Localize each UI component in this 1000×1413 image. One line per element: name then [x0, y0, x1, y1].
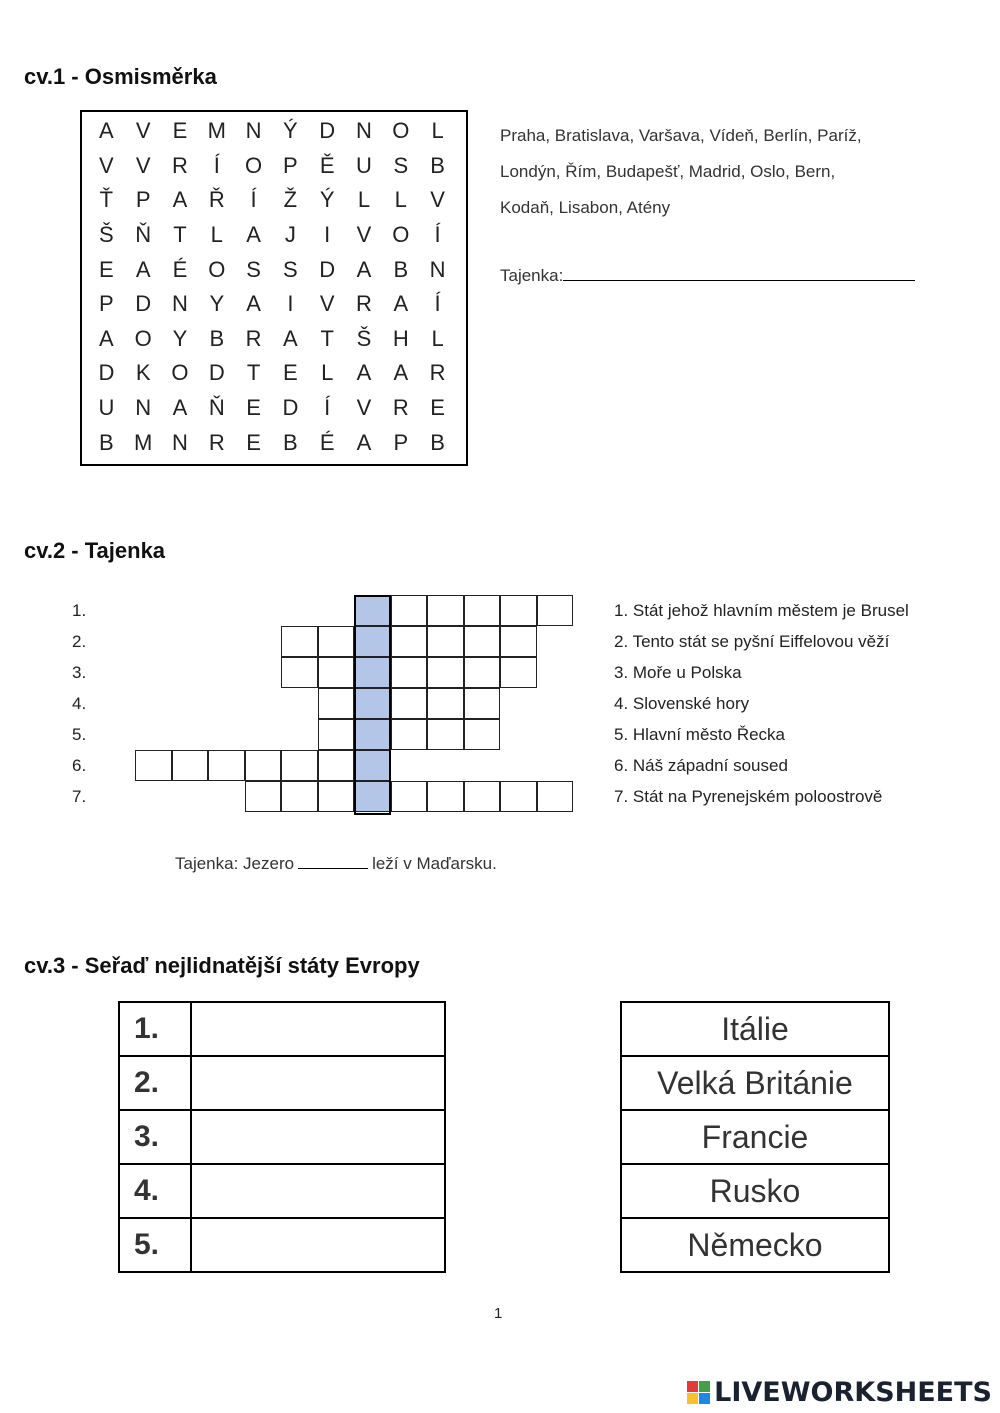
- rank-number: 3.: [119, 1110, 191, 1164]
- crossword-clue: 1. Stát jehož hlavním městem je Brusel: [614, 601, 909, 620]
- rank-number: 5.: [119, 1218, 191, 1272]
- word-list: [500, 118, 970, 226]
- rank-answer-cell[interactable]: [191, 1110, 445, 1164]
- word-search-letter[interactable]: B: [283, 429, 298, 455]
- crossword-cell[interactable]: [245, 781, 282, 812]
- word-search-letter[interactable]: A: [356, 360, 372, 386]
- word-search-letter[interactable]: A: [99, 325, 114, 351]
- crossword-cell[interactable]: [281, 781, 318, 812]
- crossword-cell[interactable]: [464, 626, 501, 657]
- word-search-letter[interactable]: N: [356, 118, 372, 144]
- rank-answer-cell[interactable]: [191, 1218, 445, 1272]
- word-search-letter[interactable]: O: [245, 152, 263, 178]
- word-search-letter[interactable]: V: [135, 152, 151, 178]
- word-search-letter[interactable]: L: [431, 118, 444, 144]
- rank-number: 1.: [119, 1002, 191, 1056]
- liveworksheets-logo: [687, 1377, 992, 1408]
- crossword-row-number: 3.: [72, 663, 87, 682]
- word-search-letter[interactable]: Ý: [283, 118, 298, 144]
- crossword-cell[interactable]: [318, 657, 355, 688]
- word-search-letter[interactable]: D: [319, 256, 336, 282]
- exercise1-title: cv.1 - Osmisměrka: [24, 64, 217, 89]
- exercise2-title: cv.2 - Tajenka: [24, 538, 166, 563]
- word-search-letter[interactable]: E: [246, 429, 261, 455]
- word-search-letter[interactable]: Í: [324, 395, 331, 421]
- word-search-letter[interactable]: A: [356, 256, 372, 282]
- crossword-solution-cell[interactable]: [354, 750, 391, 781]
- crossword-cell[interactable]: [427, 719, 464, 750]
- crossword-cell[interactable]: [500, 781, 537, 812]
- word-search-letter[interactable]: K: [135, 360, 151, 386]
- crossword-cell[interactable]: [318, 626, 355, 657]
- logo-square: [699, 1393, 710, 1404]
- word-search-letter[interactable]: Í: [213, 152, 220, 178]
- word-search-letter[interactable]: A: [246, 291, 261, 317]
- crossword-cell[interactable]: [391, 781, 428, 812]
- word-search-letter[interactable]: S: [393, 152, 409, 178]
- rank-answer-cell[interactable]: [191, 1164, 445, 1218]
- solution-answer-line[interactable]: [563, 262, 915, 281]
- crossword-cell[interactable]: [318, 750, 355, 781]
- word-search-letter[interactable]: N: [172, 429, 188, 455]
- word-search-letter[interactable]: Ň: [208, 395, 225, 421]
- crossword-row-number: 4.: [72, 694, 87, 713]
- crossword-cell[interactable]: [464, 781, 501, 812]
- crossword-cell[interactable]: [172, 750, 209, 781]
- crossword-row-number: 1.: [72, 601, 87, 620]
- word-search-letter[interactable]: D: [319, 118, 336, 144]
- country-option[interactable]: Itálie: [621, 1002, 889, 1056]
- crossword-solution-cell[interactable]: [354, 719, 391, 750]
- crossword-row-number: 2.: [72, 632, 87, 651]
- word-search-letter[interactable]: R: [172, 152, 188, 178]
- word-search-letter[interactable]: B: [430, 152, 445, 178]
- word-search-letter[interactable]: Š: [356, 325, 372, 351]
- word-search-letter[interactable]: Y: [172, 325, 188, 351]
- crossword-cell[interactable]: [464, 595, 501, 626]
- word-search-letter[interactable]: U: [356, 152, 372, 178]
- crossword-cell[interactable]: [391, 688, 428, 719]
- word-search-letter[interactable]: U: [98, 395, 115, 421]
- word-search-letter[interactable]: A: [99, 118, 114, 144]
- crossword-row-number: 7.: [72, 787, 87, 806]
- crossword-cell[interactable]: [245, 750, 282, 781]
- table-row: [119, 1002, 445, 1056]
- crossword-cell[interactable]: [537, 781, 574, 812]
- crossword-cell[interactable]: [427, 595, 464, 626]
- word-search-letter[interactable]: A: [135, 256, 151, 282]
- crossword-cell[interactable]: [281, 626, 318, 657]
- crossword-solution-cell[interactable]: [354, 626, 391, 657]
- word-search-letter[interactable]: D: [98, 360, 115, 386]
- rank-number: 2.: [119, 1056, 191, 1110]
- country-options-table: [620, 1001, 890, 1273]
- word-search-letter[interactable]: V: [319, 291, 335, 317]
- crossword-cell[interactable]: [135, 750, 172, 781]
- word-search-letter[interactable]: A: [356, 429, 372, 455]
- word-search-letter[interactable]: Í: [250, 187, 257, 213]
- crossword-solution-cell[interactable]: [354, 595, 391, 626]
- word-search-letter[interactable]: M: [134, 429, 153, 455]
- word-search-letter[interactable]: S: [246, 256, 261, 282]
- word-search-letter[interactable]: R: [392, 395, 409, 421]
- country-option[interactable]: Velká Británie: [621, 1056, 889, 1110]
- word-search-letter[interactable]: Ť: [99, 187, 114, 213]
- word-search-letter[interactable]: L: [394, 187, 407, 213]
- solution-label: Tajenka:: [500, 266, 564, 285]
- crossword-clue: 6. Náš západní soused: [614, 756, 788, 775]
- rank-number: 4.: [119, 1164, 191, 1218]
- crossword-cell[interactable]: [537, 595, 574, 626]
- word-search-letter[interactable]: P: [99, 291, 114, 317]
- crossword-cell[interactable]: [500, 657, 537, 688]
- crossword-clue: 5. Hlavní město Řecka: [614, 725, 786, 744]
- word-search-letter[interactable]: B: [99, 429, 114, 455]
- logo-square: [687, 1393, 698, 1404]
- word-search-letter[interactable]: Ž: [283, 187, 298, 213]
- table-row: [621, 1056, 889, 1110]
- country-option[interactable]: Francie: [621, 1110, 889, 1164]
- word-search-letter[interactable]: D: [208, 360, 225, 386]
- word-search-letter[interactable]: J: [284, 222, 296, 248]
- word-search-letter[interactable]: Ý: [319, 187, 335, 213]
- word-search-letter[interactable]: E: [99, 256, 114, 282]
- crossword-cell[interactable]: [464, 688, 501, 719]
- crossword-solution-cell[interactable]: [354, 781, 391, 812]
- word-search-grid: [80, 110, 468, 466]
- word-search-letter[interactable]: R: [245, 325, 262, 351]
- logo-square: [699, 1381, 710, 1392]
- word-list-line: Praha, Bratislava, Varšava, Vídeň, Berlín, Paríž,: [500, 126, 862, 145]
- table-row: [621, 1218, 889, 1272]
- word-search-letter[interactable]: P: [135, 187, 151, 213]
- word-search-letter[interactable]: L: [431, 325, 444, 351]
- exercise1-solution: [500, 262, 915, 286]
- word-list-line: Londýn, Řím, Budapešť, Madrid, Oslo, Bern,: [500, 162, 836, 181]
- crossword-row-number: 5.: [72, 725, 87, 744]
- ranking-answer-table: [118, 1001, 446, 1273]
- word-search-letter[interactable]: A: [393, 360, 409, 386]
- word-search-letter[interactable]: R: [429, 360, 446, 386]
- word-search-letter[interactable]: V: [356, 395, 372, 421]
- word-search-letter[interactable]: A: [283, 325, 298, 351]
- word-search-letter[interactable]: I: [287, 291, 294, 317]
- word-search-letter[interactable]: A: [172, 187, 188, 213]
- word-search-letter[interactable]: R: [356, 291, 372, 317]
- country-option[interactable]: Rusko: [621, 1164, 889, 1218]
- crossword-cell[interactable]: [318, 719, 355, 750]
- word-search-letter[interactable]: O: [208, 256, 226, 282]
- word-search-letter[interactable]: E: [430, 395, 445, 421]
- crossword-cell[interactable]: [427, 688, 464, 719]
- word-search-letter[interactable]: A: [246, 222, 261, 248]
- logo-text: LIVEWORKSHEETS: [714, 1377, 992, 1408]
- word-search-letter[interactable]: A: [393, 291, 409, 317]
- word-search-letter[interactable]: Ř: [208, 187, 225, 213]
- exercise2-solution: [175, 852, 497, 874]
- word-search-letter[interactable]: T: [320, 325, 334, 351]
- word-search-letter[interactable]: É: [319, 429, 335, 455]
- crossword-cell[interactable]: [500, 626, 537, 657]
- crossword-cell[interactable]: [281, 657, 318, 688]
- word-search-letter[interactable]: D: [282, 395, 299, 421]
- logo-icon: [687, 1381, 710, 1404]
- table-row: [621, 1002, 889, 1056]
- crossword-cell[interactable]: [318, 688, 355, 719]
- word-search-letter[interactable]: D: [135, 291, 152, 317]
- word-search-letter[interactable]: N: [172, 291, 188, 317]
- word-search-letter[interactable]: É: [172, 256, 188, 282]
- word-search-letter[interactable]: V: [135, 118, 151, 144]
- crossword-row-number: 6.: [72, 756, 87, 775]
- crossword-cell[interactable]: [391, 657, 428, 688]
- word-search-letter[interactable]: V: [430, 187, 445, 213]
- word-search-letter[interactable]: O: [171, 360, 189, 386]
- page-number: 1: [494, 1305, 503, 1322]
- word-search-letter[interactable]: Í: [434, 222, 441, 248]
- country-option[interactable]: Německo: [621, 1218, 889, 1272]
- word-search-letter[interactable]: Í: [434, 291, 441, 317]
- word-search-letter[interactable]: L: [321, 360, 334, 386]
- crossword-cell[interactable]: [391, 719, 428, 750]
- crossword-cell[interactable]: [464, 657, 501, 688]
- word-search-letter[interactable]: A: [172, 395, 188, 421]
- word-search-letter[interactable]: I: [324, 222, 331, 248]
- word-search-letter[interactable]: B: [393, 256, 409, 282]
- word-list-line: Kodaň, Lisabon, Atény: [500, 198, 671, 217]
- crossword-solution-cell[interactable]: [354, 688, 391, 719]
- word-search-letter[interactable]: O: [392, 222, 410, 248]
- crossword-clue: 7. Stát na Pyrenejském poloostrově: [614, 787, 883, 806]
- rank-answer-cell[interactable]: [191, 1056, 445, 1110]
- table-row: [119, 1056, 445, 1110]
- word-search-letter[interactable]: Š: [99, 222, 114, 248]
- crossword-cell[interactable]: [427, 781, 464, 812]
- table-row: [621, 1110, 889, 1164]
- word-search-letter[interactable]: S: [283, 256, 298, 282]
- word-search-letter[interactable]: P: [283, 152, 298, 178]
- solution-text-before: Tajenka: Jezero: [175, 854, 295, 873]
- crossword-clue: 4. Slovenské hory: [614, 694, 750, 713]
- word-search-letter[interactable]: E: [283, 360, 298, 386]
- crossword-cell[interactable]: [281, 750, 318, 781]
- crossword-cell[interactable]: [500, 595, 537, 626]
- crossword-cell[interactable]: [208, 750, 245, 781]
- word-search-letter[interactable]: R: [208, 429, 225, 455]
- crossword-cell[interactable]: [427, 626, 464, 657]
- word-search-letter[interactable]: O: [134, 325, 152, 351]
- logo-square: [687, 1381, 698, 1392]
- word-search-letter[interactable]: N: [135, 395, 152, 421]
- crossword-solution-cell[interactable]: [354, 657, 391, 688]
- crossword-clue: 3. Moře u Polska: [614, 663, 742, 682]
- exercise3-title: cv.3 - Seřaď nejlidnatější státy Evropy: [24, 953, 420, 978]
- word-search-letter[interactable]: N: [245, 118, 262, 144]
- crossword-cell[interactable]: [391, 595, 428, 626]
- word-search-letter[interactable]: V: [99, 152, 114, 178]
- crossword-clue: 2. Tento stát se pyšní Eiffelovou věží: [614, 632, 890, 651]
- word-search-letter[interactable]: T: [173, 222, 187, 248]
- word-search-letter[interactable]: N: [429, 256, 446, 282]
- crossword-cell[interactable]: [427, 657, 464, 688]
- table-row: [621, 1164, 889, 1218]
- table-row: [119, 1164, 445, 1218]
- word-search-letter[interactable]: O: [392, 118, 410, 144]
- word-search-letter[interactable]: E: [172, 118, 188, 144]
- crossword-cell[interactable]: [391, 626, 428, 657]
- word-search-letter[interactable]: E: [246, 395, 261, 421]
- word-search-letter[interactable]: L: [357, 187, 371, 213]
- crossword-cell[interactable]: [464, 719, 501, 750]
- crossword-cell[interactable]: [318, 781, 355, 812]
- solution-answer-line[interactable]: [298, 852, 368, 869]
- table-row: [119, 1110, 445, 1164]
- word-search-letter[interactable]: V: [356, 222, 372, 248]
- word-search-letter[interactable]: M: [207, 118, 226, 144]
- word-search-letter[interactable]: Ě: [319, 152, 335, 178]
- word-search-letter[interactable]: B: [209, 325, 225, 351]
- solution-text-after: leží v Maďarsku.: [372, 854, 497, 873]
- word-search-letter[interactable]: H: [392, 325, 409, 351]
- word-search-letter[interactable]: P: [393, 429, 409, 455]
- word-search-letter[interactable]: Ň: [135, 222, 152, 248]
- word-search-letter[interactable]: L: [210, 222, 223, 248]
- rank-answer-cell[interactable]: [191, 1002, 445, 1056]
- word-search-letter[interactable]: Y: [209, 291, 225, 317]
- word-search-letter[interactable]: T: [246, 360, 261, 386]
- word-search-letter[interactable]: B: [430, 429, 445, 455]
- table-row: [119, 1218, 445, 1272]
